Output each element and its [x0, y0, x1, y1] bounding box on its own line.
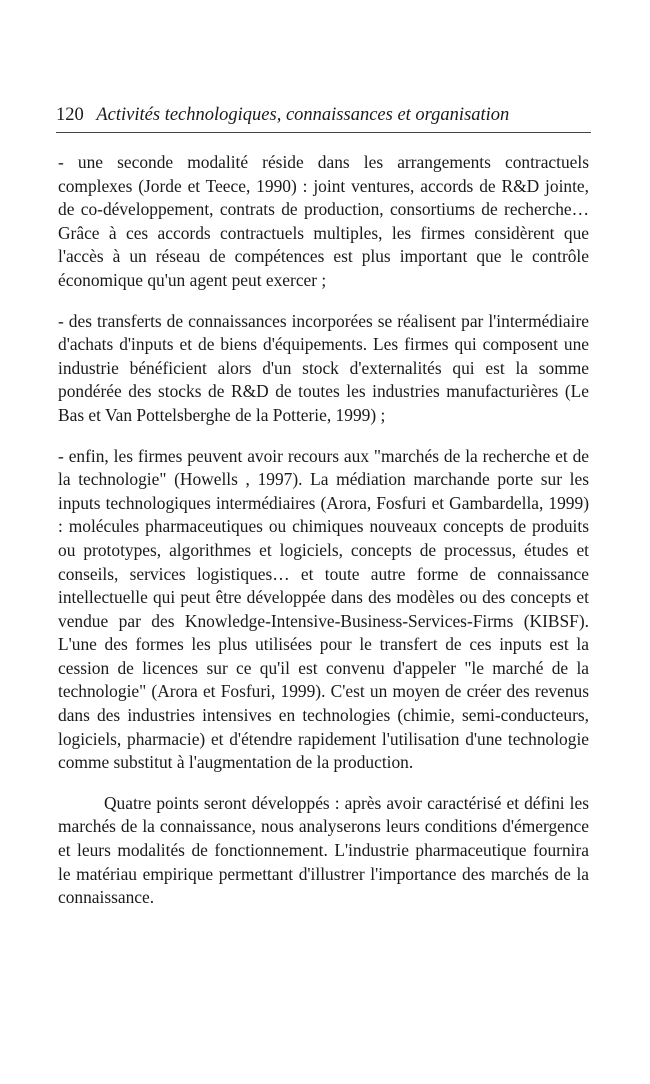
paragraph-contractual-arrangements: - une seconde modalité réside dans les arrangements contractuels complexes (Jorde et Teece, 1990) : joint ventures, accords de R&D jointe, de co-développement, contrats de production, consortiums de recherche… Grâce à ces accords contractuels multiples, les firmes considèrent que l'accès à un réseau de compétences est plus important que le contrôle économique qu'un agent peut exercer ; — [58, 152, 589, 290]
paragraph-outline: Quatre points seront développés : après avoir caractérisé et défini les marchés de la connaissance, nous analyserons leurs conditions d'émergence et leurs modalités de fonctionnement. L'industrie pharmaceutique fournira le matériau empirique permettant d'illustrer l'importance des marchés de la connaissance. — [58, 792, 589, 908]
running-title: Activités technologiques, connaissances et organisation — [96, 105, 510, 125]
paragraph-knowledge-transfers: - des transferts de connaissances incorporées se réalisent par l'intermédiaire d'achats d'inputs et de biens d'équipements. Les firmes qui composent une industrie bénéficient alors d'un stock d'externalités qui est la somme pondérée des stocks de R&D de toutes les industries manufacturières (Le Bas et Van Pottelsberghe de la Potterie, 1999) ; — [58, 310, 589, 425]
page-number: 120 — [56, 105, 84, 125]
header-rule — [56, 132, 591, 133]
body-text — [58, 151, 589, 927]
paragraph-technology-markets: - enfin, les firmes peuvent avoir recours aux "marchés de la recherche et de la technologie" (Howells , 1997). La médiation marchande porte sur les inputs technologiques intermédiaires (Arora, Fosfuri et Gambardella, 1999) : molécules pharmaceutiques ou chimiques nouveaux concepts de produits ou prototypes, algorithmes et logiciels, concepts de processus, études et conseils, services logistiques… et toute autre forme de connaissance intellectuelle qui peut être développée dans des modèles ou des concepts et vendue par des Knowledge-Intensive-Business-Services-Firms (KIBSF). L'une des formes les plus utilisées pour le transfert de ces inputs est la cession de licences sur ce qu'il est convenu d'appeler "le marché de la technologie" (Arora et Fosfuri, 1999). C'est un moyen de créer des revenus dans des industries intensives en technologies (chimie, semi-conducteurs, logiciels, pharmacie) et d'étendre rapidement l'utilisation d'une technologie comme substitut à l'augmentation de la production. — [58, 445, 589, 773]
running-header — [56, 104, 590, 126]
